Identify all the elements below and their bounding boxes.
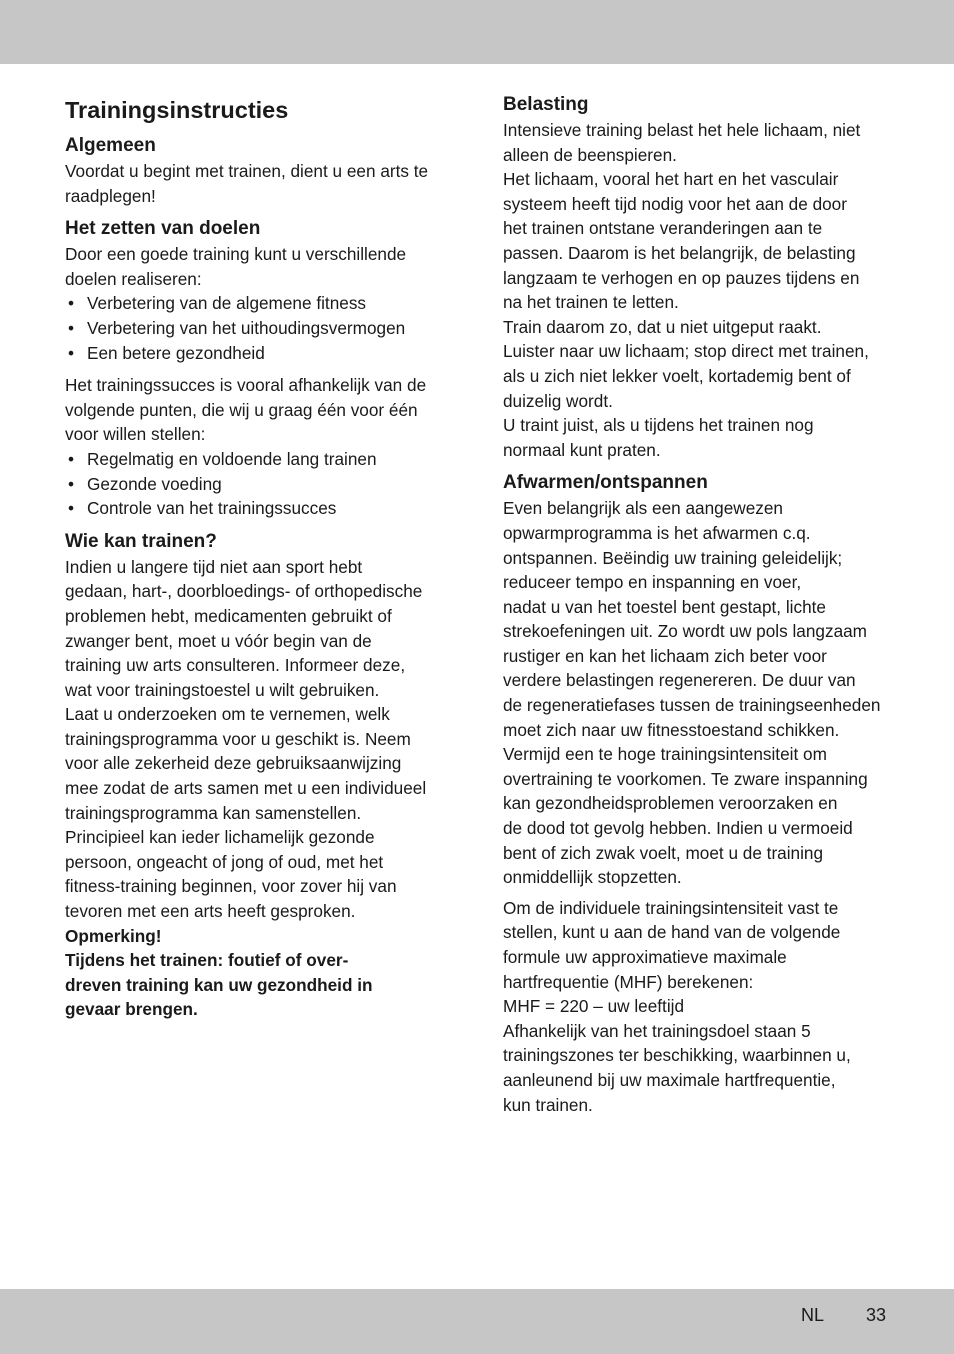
heading-belasting: Belasting [503, 94, 589, 115]
list-item: • Gezonde voeding [65, 472, 465, 497]
text-line: Laat u onderzoeken om te vernemen, welk [65, 704, 390, 725]
footer-language: NL [801, 1305, 825, 1325]
text-line: systeem heeft tijd nodig voor het aan de door [503, 193, 847, 214]
mhf-formula: MHF = 220 – uw leeftijd [503, 996, 685, 1017]
list-item: • Regelmatig en voldoende lang trainen [65, 447, 465, 472]
text-line: voor willen stellen: [65, 424, 206, 445]
list-item: • Verbetering van de algemene fitness [65, 291, 465, 316]
text-line: stellen, kunt u aan de hand van de volgende [503, 922, 841, 943]
list-item: • Een betere gezondheid [65, 341, 465, 366]
text-line: na het trainen te letten. [503, 292, 679, 313]
text-line: Intensieve training belast het hele lichaam, niet [503, 120, 861, 140]
text-line: Indien u langere tijd niet aan sport hebt [65, 556, 363, 577]
text-line: Het trainingssucces is vooral afhankelijk van de [65, 375, 427, 396]
text-line: trainingsprogramma kan samenstellen. [65, 802, 362, 823]
text-line: hartfrequentie (MHF) berekenen: [503, 971, 754, 992]
text-line: Door een goede training kunt u verschillende [65, 244, 407, 265]
header-band [0, 0, 954, 64]
doelen-intro [65, 242, 465, 291]
text-line: trainingsprogramma voor u geschikt is. Neem [65, 728, 411, 749]
text-line: opwarmprogramma is het afwarmen c.q. [503, 522, 811, 543]
heading-wie-kan-trainen: Wie kan trainen? [65, 530, 217, 552]
wie-text [65, 555, 465, 924]
text-line: gedaan, hart-, doorbloedings- of orthopedische [65, 581, 423, 602]
text-line: kun trainen. [503, 1094, 593, 1115]
text-line: fitness-training beginnen, voor zover hij van [65, 876, 397, 897]
text-line: strekoefeningen uit. Zo wordt uw pols langzaam [503, 621, 868, 642]
list-item: • Verbetering van het uithoudingsvermogen [65, 316, 465, 341]
text-line: zwanger bent, moet u vóór begin van de [65, 630, 372, 651]
text-line: voor alle zekerheid deze gebruiksaanwijzing [65, 753, 402, 774]
text-line: Train daarom zo, dat u niet uitgeput raakt. [503, 316, 822, 337]
heading-afwarmen: Afwarmen/ontspannen [503, 472, 708, 494]
text-line: Principieel kan ieder lichamelijk gezonde [65, 827, 375, 848]
text-line: duizelig wordt. [503, 390, 613, 411]
algemeen-text [65, 159, 465, 208]
text-line: U traint juist, als u tijdens het trainen nog [503, 415, 814, 436]
afwarmen-text [503, 496, 903, 890]
text-line: wat voor trainingstoestel u wilt gebruiken. [65, 679, 380, 700]
text-line: langzaam te verhogen en op pauzes tijdens en [503, 267, 860, 288]
text-line: moet zich naar uw fitnesstoestand schikken. [503, 719, 840, 740]
text-line: problemen hebt, medicamenten gebruikt of [65, 605, 392, 626]
left-column [65, 93, 465, 1022]
text-line: reduceer tempo en inspanning en voer, [503, 572, 802, 593]
text-line: ontspannen. Beëindig uw training geleidelijk; [503, 547, 843, 568]
text-line: nadat u van het toestel bent gestapt, lichte [503, 596, 826, 617]
text-line: bent of zich zwak voelt, moet u de training [503, 842, 824, 863]
text-line: formule uw approximatieve maximale [503, 947, 787, 967]
text-line: kan gezondheidsproblemen veroorzaken en [503, 793, 838, 814]
text-line: als u zich niet lekker voelt, kortademig bent of [503, 365, 851, 386]
text-line: aanleunend bij uw maximale hartfrequentie, [503, 1069, 836, 1090]
text-line: tevoren met een arts heeft gesproken. [65, 901, 356, 922]
text-line: overtraining te voorkomen. Te zware inspanning [503, 768, 868, 789]
text-line: Vermijd een te hoge trainingsintensiteit om [503, 744, 827, 765]
page-number: 33 [866, 1305, 887, 1325]
text-line: de dood tot gevolg hebben. Indien u vermoeid [503, 818, 853, 839]
text-line: trainingszones ter beschikking, waarbinnen u, [503, 1045, 851, 1066]
note-line: Opmerking! [65, 925, 162, 946]
text-line: Voordat u begint met trainen, dient u een arts te [65, 161, 429, 181]
text-line: persoon, ongeacht of jong of oud, met het [65, 851, 384, 872]
text-line: onmiddellijk stopzetten. [503, 867, 682, 888]
note-line: dreven training kan uw gezondheid in [65, 974, 373, 995]
list-item: • Controle van het trainingssucces [65, 496, 465, 521]
text-line: Het lichaam, vooral het hart en het vasculair [503, 169, 839, 190]
success-factors-list [65, 447, 465, 521]
doelen-para [65, 373, 465, 447]
note-line: Tijdens het trainen: foutief of over- [65, 950, 349, 971]
text-line: raadplegen! [65, 185, 156, 206]
text-line: Afhankelijk van het trainingsdoel staan 5 [503, 1020, 811, 1041]
belasting-text [503, 118, 903, 462]
text-line: doelen realiseren: [65, 268, 202, 289]
note-line: gevaar brengen. [65, 999, 198, 1020]
goals-list [65, 291, 465, 365]
text-line: verdere belastingen regenereren. De duur van [503, 670, 856, 691]
text-line: volgende punten, die wij u graag één voor één [65, 399, 418, 420]
mhf-text [503, 896, 903, 1117]
text-line: alleen de beenspieren. [503, 144, 677, 165]
text-line: Luister naar uw lichaam; stop direct met trainen, [503, 341, 869, 362]
heading-algemeen: Algemeen [65, 135, 156, 156]
text-line: training uw arts consulteren. Informeer deze, [65, 655, 406, 676]
warning-note [65, 924, 465, 1022]
page-title: Trainingsinstructies [65, 97, 289, 123]
heading-doelen: Het zetten van doelen [65, 218, 261, 240]
text-line: Even belangrijk als een aangewezen [503, 498, 783, 519]
text-line: passen. Daarom is het belangrijk, de belasting [503, 242, 856, 263]
text-line: normaal kunt praten. [503, 439, 661, 460]
text-line: de regeneratiefases tussen de trainingseenheden [503, 695, 881, 716]
text-line: rustiger en kan het lichaam zich beter voor [503, 645, 827, 666]
text-line: het trainen ontstane veranderingen aan te [503, 218, 823, 239]
right-column [503, 92, 903, 1117]
text-line: Om de individuele trainingsintensiteit vast te [503, 897, 839, 918]
text-line: mee zodat de arts samen met u een individueel [65, 778, 427, 799]
